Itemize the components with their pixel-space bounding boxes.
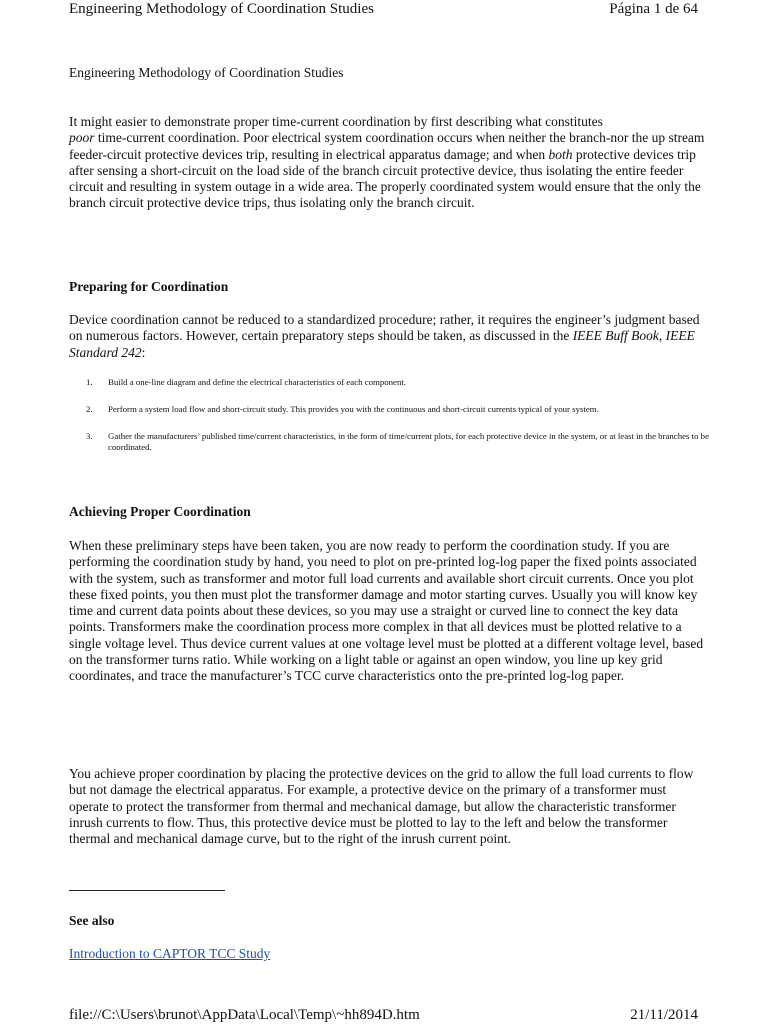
- page-header: [69, 0, 698, 20]
- preparing-paragraph: Device coordination cannot be reduced to a standardized procedure; rather, it requires the engineer’s judgment based on numerous factors. However, certain preparatory steps should be taken, as discussed in the IEEE Buff Book, IEEE Standard 242:: [69, 312, 700, 360]
- captor-tcc-study-link[interactable]: Introduction to CAPTOR TCC Study: [69, 946, 271, 961]
- emphasis-both: both: [548, 146, 573, 162]
- list-item: 2. Perform a system load flow and short-circuit study. This provides you with the continuous and short-circuit currents typical of your system.: [86, 404, 599, 414]
- heading-achieving: Achieving Proper Coordination: [69, 504, 251, 519]
- preparation-steps-list: [69, 377, 709, 453]
- heading-preparing: Preparing for Coordination: [69, 279, 229, 294]
- list-item: 3. Gather the manufacturers’ published time/current characteristics, in the form of time/current plots, for each protective device in the system, or at least in the branches to be coordinated.: [86, 431, 709, 452]
- header-title: Engineering Methodology of Coordination Studies: [69, 1, 374, 17]
- page-counter: Página 1 de 64: [609, 1, 698, 17]
- separator-line: [69, 890, 225, 891]
- emphasis-ieee-standard: IEEE Buff Book, IEEE Standard 242: [69, 328, 695, 360]
- file-path: file://C:\Users\brunot\AppData\Local\Temp\~hh894D.htm: [69, 1007, 420, 1023]
- see-also-heading: See also: [69, 913, 115, 928]
- document-title: Engineering Methodology of Coordination Studies: [69, 65, 344, 80]
- list-item: 1. Build a one-line diagram and define the electrical characteristics of each component.: [86, 377, 406, 387]
- page-footer: [69, 1006, 698, 1024]
- achieving-paragraph-2: You achieve proper coordination by placing the protective devices on the grid to allow the full load currents to flow but not damage the electrical apparatus. For example, a protective device on the primary of a transformer must operate to protect the transformer from thermal and mechanical damage, but allow the characteristic transformer inrush currents to flow. Thus, this protective device must be plotted to lay to the left and below the transformer thermal and mechanical damage curve, but to the right of the inrush current point.: [69, 766, 694, 847]
- emphasis-poor: poor: [69, 130, 95, 146]
- print-date: 21/11/2014: [630, 1007, 698, 1023]
- intro-paragraph: It might easier to demonstrate proper time-current coordination by first describing what constitutes poor time-current coordination. Poor electrical system coordination occurs when neither the branch-nor the up stream feeder-circuit protective devices trip, resulting in electrical apparatus damage; and when both protective devices trip after sensing a short-circuit on the load side of the branch circuit protective device, thus isolating the entire feeder circuit and resulting in system outage in a wide area. The properly coordinated system would ensure that the only the branch circuit protective device trips, thus isolating only the branch circuit.: [69, 114, 705, 211]
- achieving-paragraph-1: When these preliminary steps have been taken, you are now ready to perform the coordination study. If you are performing the coordination study by hand, you need to plot on pre-printed log-log paper the fixed points associated with the system, such as transformer and motor full load currents and available short circuit currents. Once you plot these fixed points, you then must plot the transformer damage and motor starting curves. Usually you will know key time and current data points about these devices, so you may use a straight or curved line to connect the key data points. Transformers make the coordination process more complex in that all devices must be plotted relative to a single voltage level. Thus device current values at one voltage level must be plotted at a different voltage level, based on the transformer turns ratio. While working on a light table or against an open window, you line up key grid coordinates, and trace the manufacturer’s TCC curve characteristics onto the pre-printed log-log paper.: [69, 538, 704, 684]
